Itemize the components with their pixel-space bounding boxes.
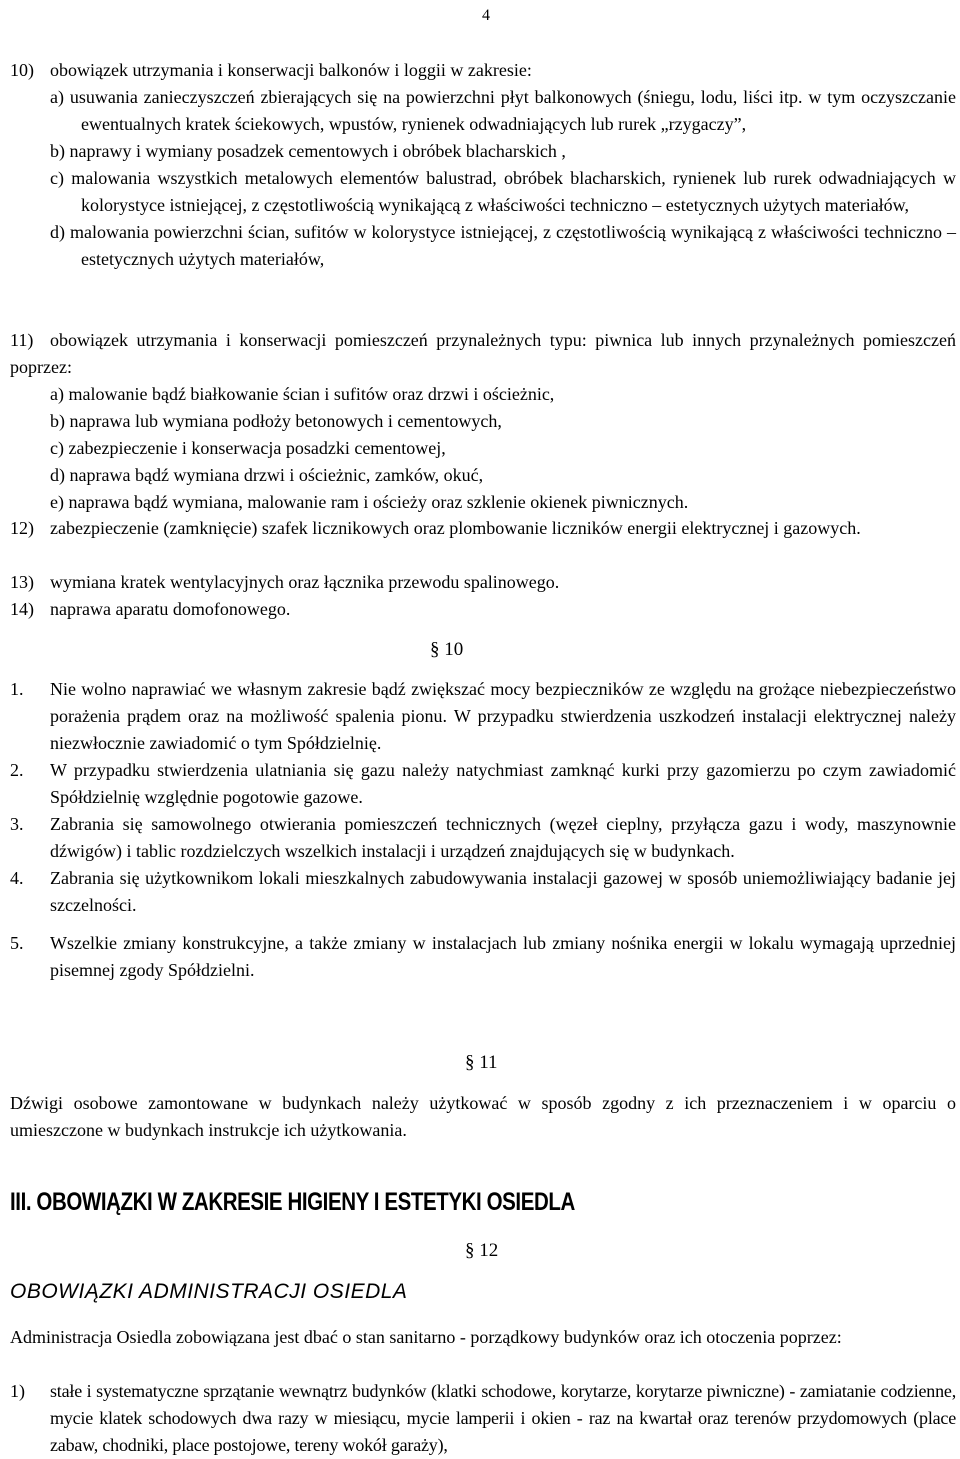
list-item-13: [10, 569, 956, 596]
item-number: 13): [10, 572, 34, 592]
para-text: Administracja Osiedla zobowiązana jest dbać o stan sanitarno - porządkowy budynków oraz ich otoczenia poprzez:: [10, 1327, 842, 1347]
section-mark-11: § 11: [465, 1052, 498, 1073]
para-text: Nie wolno naprawiać we własnym zakresie bądź zwiększać mocy bezpieczników ze względu na grożące niebezpieczeństwo porażenia prądem oraz na możliwość spalenia pionu. W przypadku stwierdzenia uszkodzeń instalacji elektrycznej należy niezwłocznie zawiadomić o tym Spółdzielnię.: [50, 679, 956, 753]
section-mark-12: § 12: [465, 1240, 499, 1261]
para-number: 2.: [10, 760, 24, 780]
sub-item-d: d) naprawa bądź wymiana drzwi i ościeżnic, zamków, okuć,: [50, 465, 484, 485]
para-text: Zabrania się użytkownikom lokali mieszkalnych zabudowywania instalacji gazowej w sposób uniemożliwiający badanie jej szczelności.: [50, 868, 956, 915]
item-number: 14): [10, 599, 34, 619]
sub-item-a: a) malowanie bądź białkowanie ścian i sufitów oraz drzwi i ościeżnic,: [50, 384, 555, 404]
sub-item-a: a) usuwania zanieczyszczeń zbierających się na powierzchni płyt balkonowych (śniegu, lodu, liści itp. w tym oczyszczanie ewentualnych kratek ściekowych, wpustów, rynienek odwadniających lub rurek „rzygaczy”,: [50, 87, 956, 134]
list-item-12: [10, 515, 956, 542]
page-number: 4: [482, 7, 490, 24]
sub-item-d: d) malowania powierzchni ścian, sufitów w kolorystyce istniejącej, z częstotliwością wynikającą z właściwości techniczno – estetycznych użytych materiałów,: [50, 222, 956, 269]
item-text: wymiana kratek wentylacyjnych oraz łącznika przewodu spalinowego.: [50, 572, 560, 592]
para-number: 4.: [10, 868, 24, 888]
item-lead: obowiązek utrzymania i konserwacji pomieszczeń przynależnych typu: piwnica lub innych przynależnych pomieszczeń poprzez:: [10, 330, 956, 377]
section-12-item-1: [10, 1378, 956, 1459]
sub-item-b: b) naprawy i wymiany posadzek cementowych i obróbek blacharskich ,: [50, 141, 566, 161]
sub-heading: OBOWIĄZKI ADMINISTRACJI OSIEDLA: [10, 1280, 408, 1303]
sub-item-e: e) naprawa bądź wymiana, malowanie ram i ościeży oraz szklenie okienek piwnicznych.: [50, 492, 689, 512]
para-number: 5.: [10, 933, 24, 953]
item-number: 1): [10, 1381, 25, 1401]
chapter-heading: III. OBOWIĄZKI W ZAKRESIE HIGIENY I ESTETYKI OSIEDLA: [10, 1188, 575, 1216]
item-text: zabezpieczenie (zamknięcie) szafek licznikowych oraz plombowanie liczników energii elektrycznej i gazowych.: [50, 518, 861, 538]
list-item-14: [10, 596, 956, 623]
sub-item-c: c) zabezpieczenie i konserwacja posadzki cementowej,: [50, 438, 446, 458]
section-11-paragraph: [10, 1090, 956, 1144]
sub-item-b: b) naprawa lub wymiana podłoży betonowych i cementowych,: [50, 411, 502, 431]
list-item-11: [10, 327, 956, 516]
item-text: stałe i systematyczne sprzątanie wewnątrz budynków (klatki schodowe, korytarze, korytarze piwniczne) - zamiatanie codzienne, mycie klatek schodowych dwa razy w miesiącu, mycie lamperii i okien - raz na kwartał oraz terenów przydomowych (place zabaw, chodniki, place postojowe, tereny wokół garaży),: [50, 1381, 956, 1455]
item-lead: obowiązek utrzymania i konserwacji balkonów i loggii w zakresie:: [50, 60, 532, 80]
item-number: 11): [10, 330, 34, 350]
item-number: 12): [10, 518, 34, 538]
sub-item-c: c) malowania wszystkich metalowych elementów balustrad, obróbek blacharskich, rynienek lub rurek odwadniających w kolorystyce istniejącej, z częstotliwością wynikającą z właściwości techniczno – estetycznych użytych materiałów,: [50, 168, 956, 215]
section-mark-10: § 10: [430, 639, 464, 660]
para-number: 1.: [10, 679, 24, 699]
para-text: W przypadku stwierdzenia ulatniania się gazu należy natychmiast zamknąć kurki przy gazomierzu po czym zawiadomić Spółdzielnię względnie pogotowie gazowe.: [50, 760, 956, 807]
para-text: Wszelkie zmiany konstrukcyjne, a także zmiany w instalacjach lub zmiany nośnika energii w lokalu wymagają uprzedniej pisemnej zgody Spółdzielni.: [50, 933, 956, 980]
section-12-intro: [10, 1324, 956, 1351]
list-item-10: [10, 57, 956, 273]
item-number: 10): [10, 60, 34, 80]
section-10-paragraphs: [10, 676, 956, 984]
para-number: 3.: [10, 814, 24, 834]
para-text: Zabrania się samowolnego otwierania pomieszczeń technicznych (węzeł cieplny, przyłącza gazu i wody, maszynownie dźwigów) i tablic rozdzielczych wszelkich instalacji i urządzeń znajdujących się w budynkach.: [50, 814, 956, 861]
item-text: naprawa aparatu domofonowego.: [50, 599, 291, 619]
para-text: Dźwigi osobowe zamontowane w budynkach należy użytkować w sposób zgodny z ich przeznaczeniem i w oparciu o umieszczone w budynkach instrukcje ich użytkowania.: [10, 1093, 956, 1140]
